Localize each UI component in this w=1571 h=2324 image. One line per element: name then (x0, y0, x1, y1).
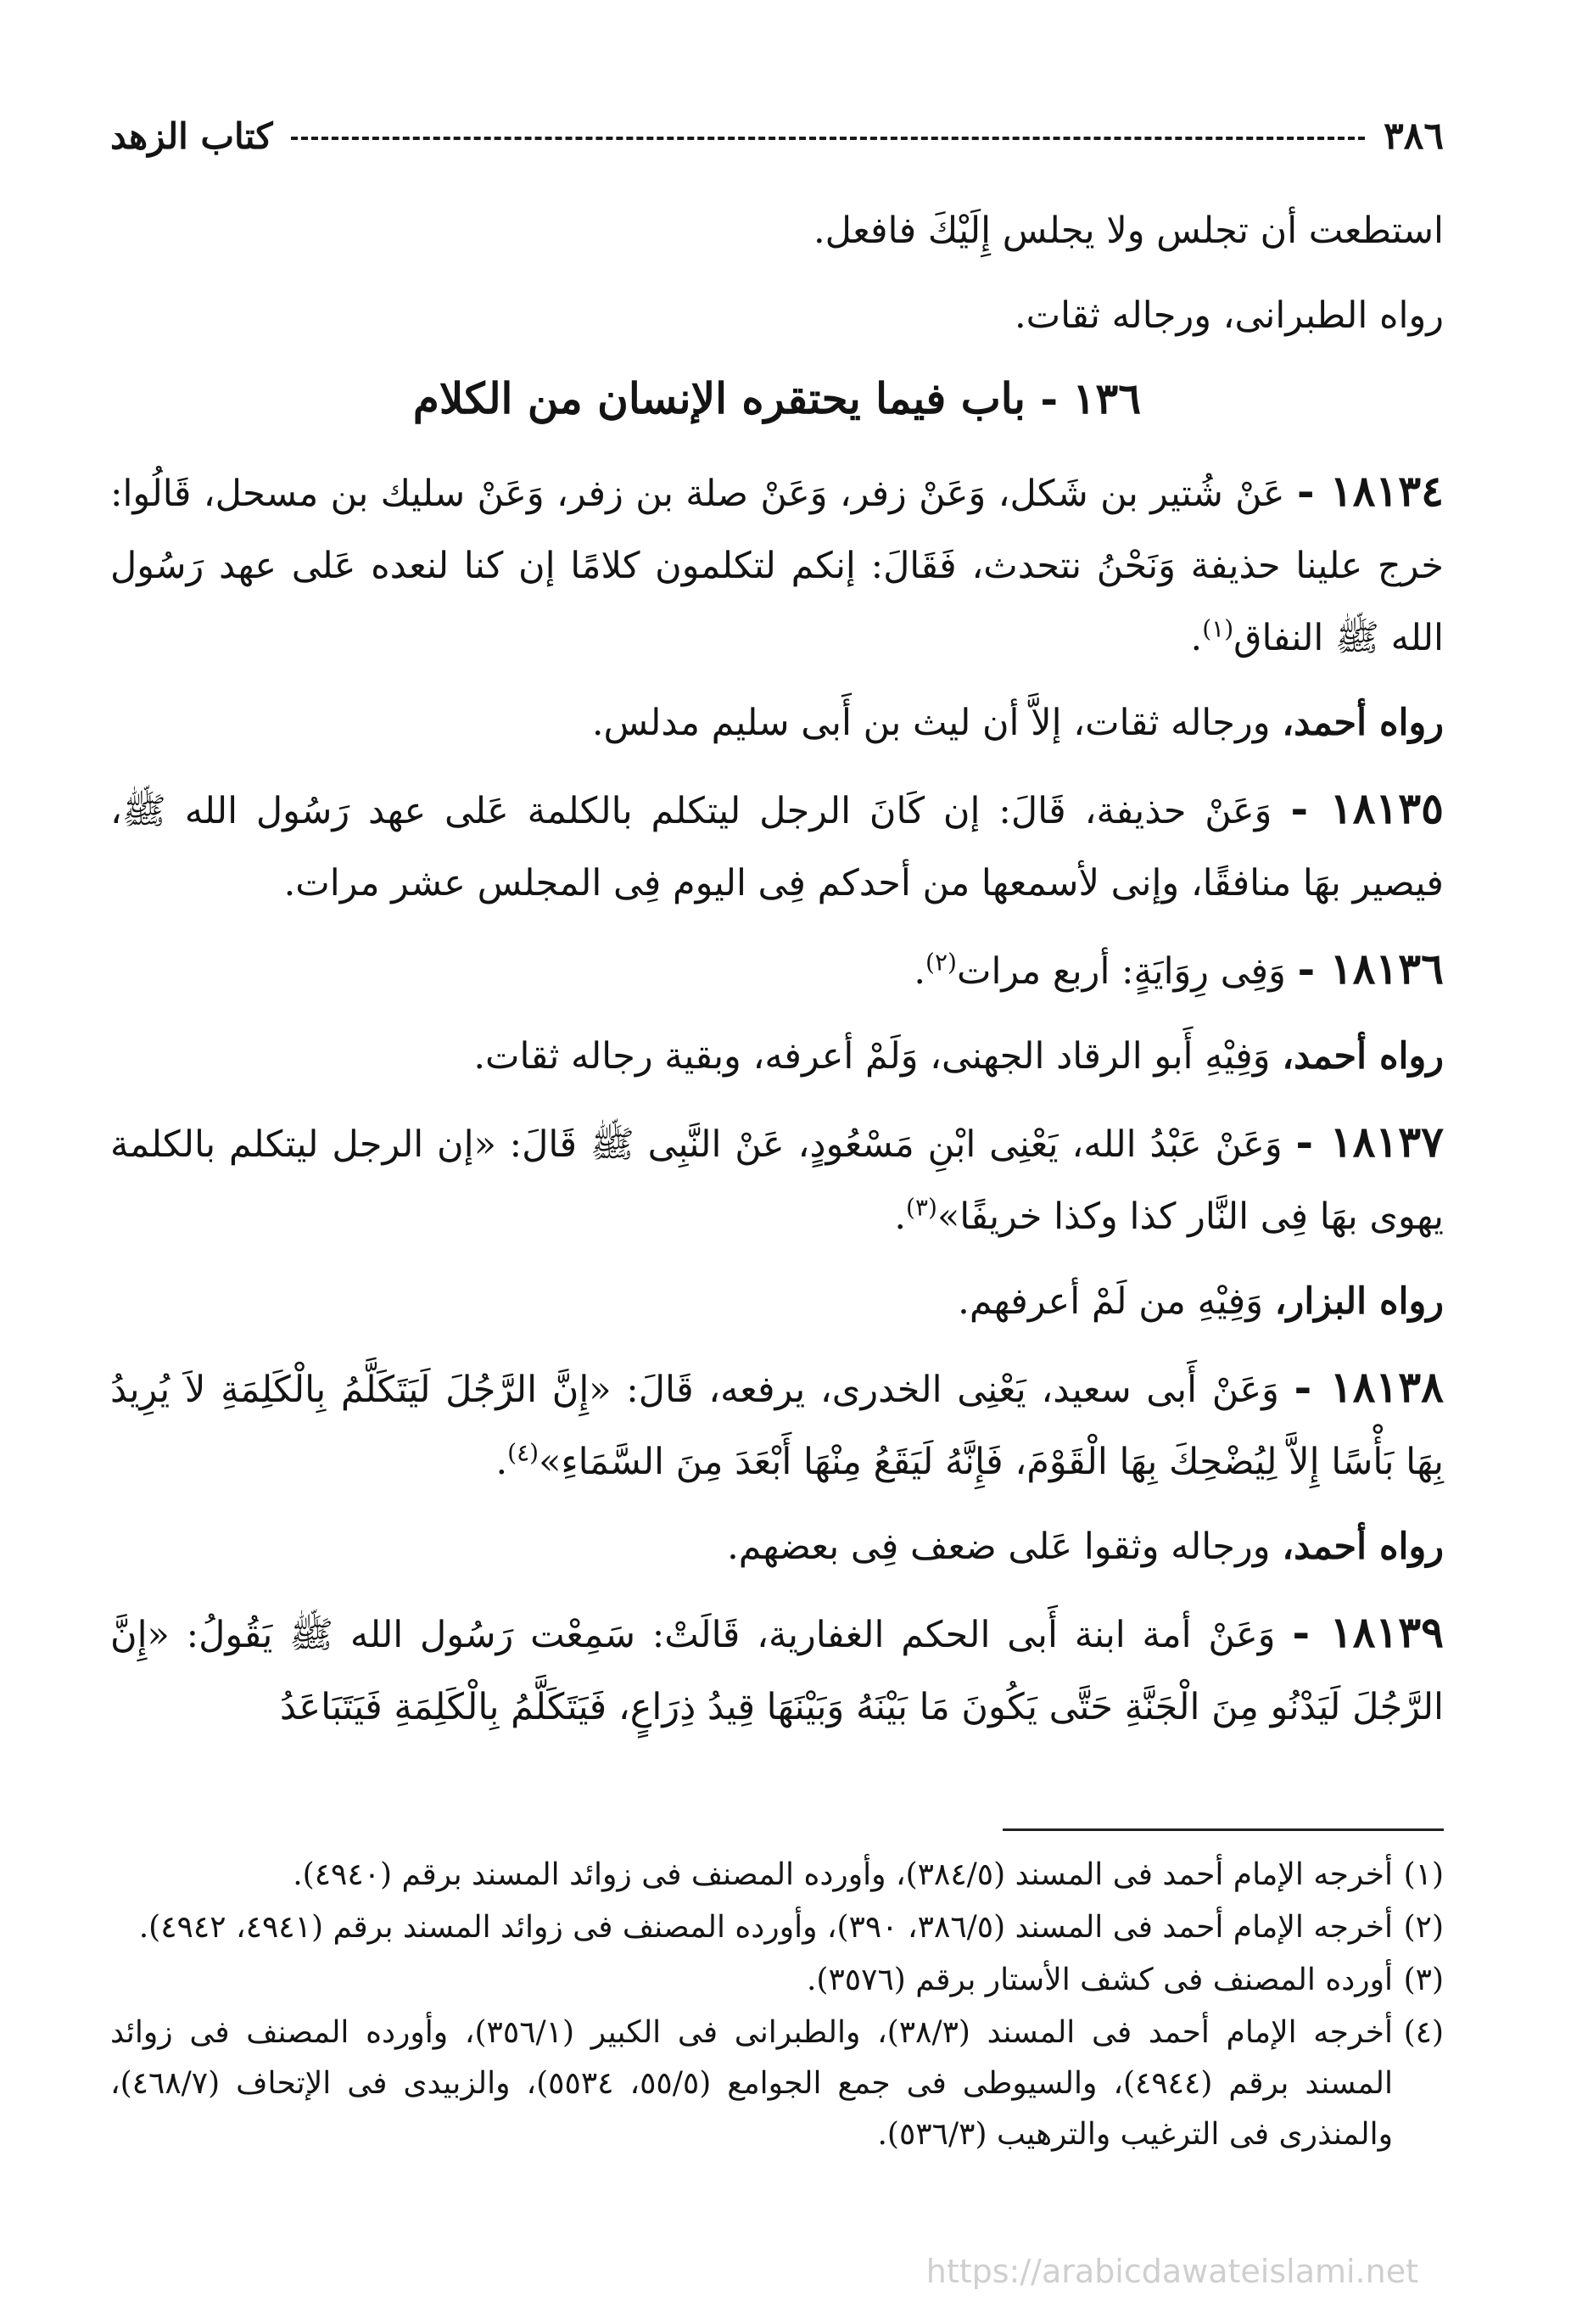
hadith-number: ١٨١٣٤ - (1296, 466, 1444, 516)
hadith-18136 (110, 932, 1444, 1008)
hadith-number: ١٨١٣٦ - (1297, 944, 1444, 994)
hadith-18134 (110, 455, 1444, 675)
footnote-number: (٣) (1403, 1963, 1444, 1997)
source-name: رواه البزار، (1274, 1280, 1444, 1323)
source-18134 (110, 687, 1444, 759)
footnote-1 (110, 1850, 1444, 1901)
sentence-end: . (495, 1441, 508, 1483)
footnote-number: (١) (1403, 1857, 1444, 1892)
page-header (110, 110, 1444, 161)
hadith-text: وَعَنْ عَبْدُ الله، يَعْنِى ابْنِ مَسْعُودٍ، عَنْ النَّبِى ﷺ قَالَ: «إن الرجل ليتكلم بالكلمة يهوى بهَا فِى النَّار كذا وكذا خريفًا» (110, 1123, 1444, 1238)
footnote-ref: (٤) (507, 1438, 540, 1467)
header-dashed-rule (291, 137, 1365, 140)
footnote-number: (٤) (1403, 2015, 1444, 2050)
footnote-ref: (٢) (925, 948, 957, 977)
hadith-18137 (110, 1106, 1444, 1253)
footnote-number: (٢) (1403, 1910, 1444, 1945)
hadith-text: وَفِى رِوَايَةٍ: أربع مرات (956, 950, 1286, 993)
footnote-text: أخرجه الإمام أحمد فى المسند (٣٨٤/٥)، وأورده المصنف فى زوائد المسند برقم (٤٩٤٠). (293, 1857, 1393, 1892)
source-name: رواه أحمد، (1282, 1526, 1444, 1568)
sentence-end: . (914, 950, 926, 993)
intro-line: استطعت أن تجلس ولا يجلس إِلَيْكَ فافعل. (813, 210, 1444, 252)
hadith-18139 (110, 1596, 1444, 1744)
hadith-number: ١٨١٣٧ - (1295, 1117, 1444, 1167)
source-18136 (110, 1021, 1444, 1093)
hadith-text: وَعَنْ أمة ابنة أَبى الحكم الغفارية، قَالَتْ: سَمِعْت رَسُول الله ﷺ يَقُولُ: «إِنَّ الرَّجُلَ لَيَدْنُو مِنَ الْجَنَّةِ حَتَّى يَكُونَ مَا بَيْنَهُ وَبَيْنَهَا قِيدُ ذِرَاعٍ، فَيَتَكَلَّمُ بِالْكَلِمَةِ فَيَتَبَاعَدُ (110, 1614, 1444, 1728)
footnote-text: أورده المصنف فى كشف الأستار برقم (٣٥٧٦). (806, 1963, 1393, 1997)
hadith-number: ١٨١٣٩ - (1292, 1607, 1444, 1657)
hadith-text: وَعَنْ حذيفة، قَالَ: إن كَانَ الرجل ليتكلم بالكلمة عَلى عهد رَسُول الله ﷺ، فيصير بهَا منافقًا، وإنى لأسمعها من أحدكم فِى اليوم فِى المجلس عشر مرات. (110, 790, 1444, 904)
watermark-url: https://arabicdawateislami.net (925, 2253, 1418, 2290)
book-title: كتاب الزهد (110, 115, 273, 157)
source-text: وَفِيْهِ من لَمْ أعرفهم. (958, 1280, 1263, 1323)
footnote-4 (110, 2008, 1444, 2160)
hadith-number: ١٨١٣٨ - (1294, 1362, 1444, 1412)
main-text (110, 195, 1444, 1756)
footnote-text: أخرجه الإمام أحمد فى المسند (٣٨/٣)، والطبرانى فى الكبير (٣٥٦/١)، وأورده المصنف فى زوائد المسند برقم (٤٩٤٤)، والسيوطى فى جمع الجوامع (٥٥/٥، ٥٥٣٤)، والزبيدى فى الإتحاف (٤٦٨/٧)، والمنذرى فى الترغيب والترهيب (٥٣٦/٣). (110, 2015, 1394, 2152)
footnote-text: أخرجه الإمام أحمد فى المسند (٣٨٦/٥، ٣٩٠)، وأورده المصنف فى زوائد المسند برقم (٤٩٤١، ٤٩٤٢). (138, 1910, 1393, 1945)
page-number: ٣٨٦ (1384, 114, 1444, 158)
source-name: رواه أحمد، (1282, 702, 1444, 744)
hadith-18138 (110, 1351, 1444, 1498)
source-text: وَفِيْهِ أَبو الرقاد الجهنى، وَلَمْ أعرفه، وبقية رجاله ثقات. (473, 1035, 1271, 1078)
footnote-separator (1003, 1828, 1444, 1831)
hadith-text: وَعَنْ أَبى سعيد، يَعْنِى الخدرى، يرفعه، قَالَ: «إِنَّ الرَّجُلَ لَيَتَكَلَّمُ بِالْكَلِمَةِ لاَ يُرِيدُ بِهَا بَأْسًا إِلاَّ لِيُضْحِكَ بِهَا الْقَوْمَ، فَإِنَّهُ لَيَقَعُ مِنْهَا أَبْعَدَ مِنَ السَّمَاءِ» (110, 1369, 1444, 1483)
chapter-title: ١٣٦ - باب فيما يحتقره الإنسان من الكلام (412, 373, 1142, 423)
sentence-end: . (1190, 617, 1203, 659)
source-text: ورجاله ثقات، إلاَّ أن ليث بن أَبى سليم مدلس. (591, 702, 1271, 744)
footnote-ref: (٣) (906, 1193, 937, 1222)
hadith-text: عَنْ شُتير بن شَكل، وَعَنْ زفر، وَعَنْ صلة بن زفر، وَعَنْ سليك بن مسحل، قَالُوا: خرج علينا حذيفة وَنَحْنُ نتحدث، فَقَالَ: إنكم لتكلمون كلامًا إن كنا لنعده عَلى عهد رَسُول الله ﷺ النفاق (110, 473, 1444, 659)
source-18138 (110, 1511, 1444, 1583)
footnote-2 (110, 1902, 1444, 1953)
source-name: رواه أحمد، (1282, 1035, 1444, 1078)
hadith-18135 (110, 772, 1444, 920)
footnote-3 (110, 1955, 1444, 2006)
hadith-number: ١٨١٣٥ - (1290, 783, 1444, 833)
footnote-ref: (١) (1202, 614, 1234, 643)
source-18137 (110, 1266, 1444, 1338)
footnotes (110, 1850, 1444, 2162)
intro-source: رواه الطبرانى، ورجاله ثقات. (1014, 294, 1444, 337)
sentence-end: . (894, 1196, 907, 1238)
source-text: ورجاله وثقوا عَلى ضعف فِى بعضهم. (727, 1526, 1271, 1568)
